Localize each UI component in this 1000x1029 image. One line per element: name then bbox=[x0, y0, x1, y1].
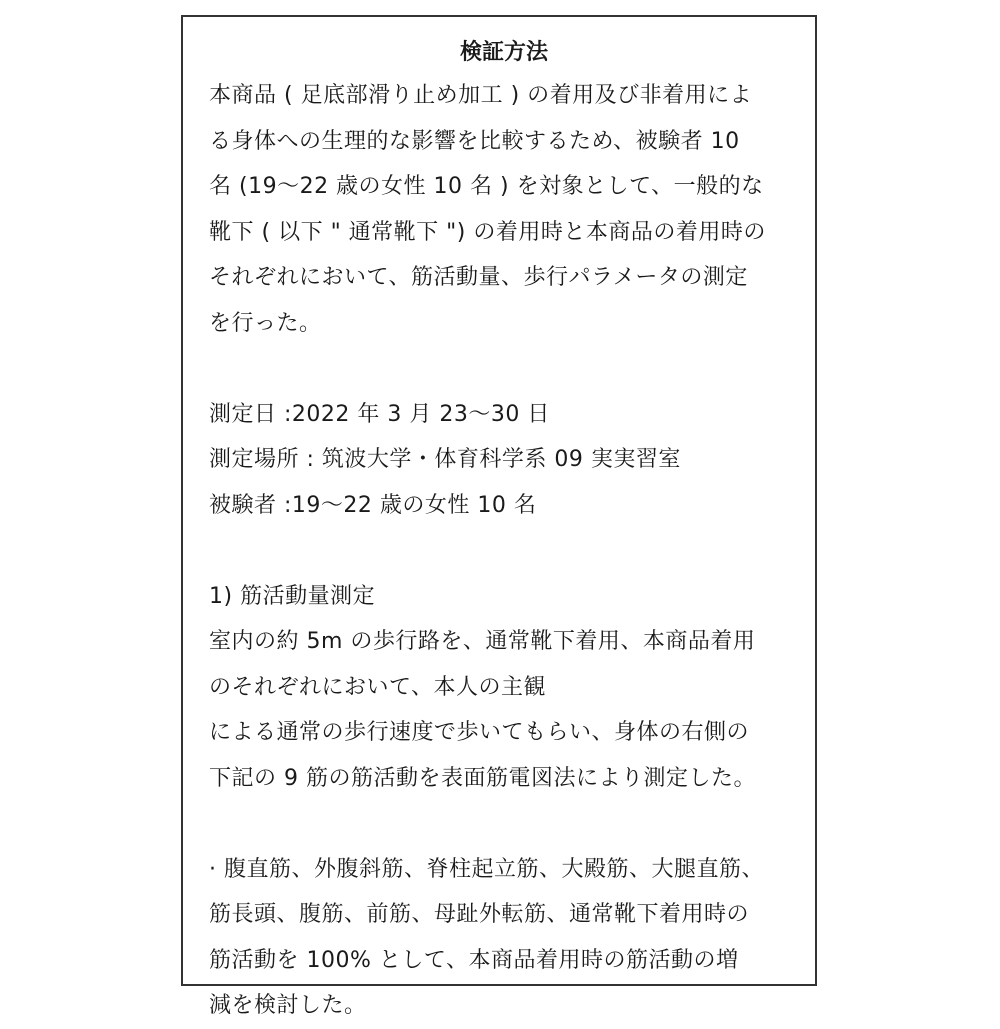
text-line: 筋長頭、腹筋、前筋、母趾外転筋、通常靴下着用時の bbox=[209, 902, 750, 927]
section-muscle-activity bbox=[209, 574, 809, 802]
text-line: 靴下 ( 以下 " 通常靴下 ") の着用時と本商品の着用時の bbox=[209, 219, 766, 245]
text-line: のそれぞれにおいて、本人の主観 bbox=[209, 674, 547, 700]
document-frame bbox=[181, 15, 817, 1018]
measurement-date: 測定日 :2022 年 3 月 23〜30 日 bbox=[209, 401, 550, 427]
spacer bbox=[209, 801, 809, 847]
document-title: 検証方法 bbox=[459, 40, 548, 65]
text-line: · 腹直筋、外腹斜筋、脊柱起立筋、大殿筋、大腿直筋、 bbox=[209, 856, 764, 882]
text-line: 下記の 9 筋の筋活動を表面筋電図法により測定した。 bbox=[209, 765, 756, 791]
document-content bbox=[209, 37, 809, 1029]
text-line: 室内の約 5m の歩行路を、通常靴下着用、本商品着用 bbox=[209, 629, 756, 654]
text-line: それぞれにおいて、筋活動量、歩行パラメータの測定 bbox=[209, 265, 748, 290]
text-line: る身体への生理的な影響を比較するため、被験者 10 bbox=[209, 128, 740, 154]
text-line: 筋活動を 100% として、本商品着用時の筋活動の増 bbox=[209, 947, 739, 973]
spacer bbox=[209, 346, 809, 392]
text-line: 減を検討した。 bbox=[209, 993, 367, 1018]
spacer bbox=[209, 528, 809, 574]
section-heading: 1) 筋活動量測定 bbox=[209, 583, 376, 609]
text-line: による通常の歩行速度で歩いてもらい、身体の右側の bbox=[209, 720, 750, 745]
text-line: 名 (19〜22 歳の女性 10 名 ) を対象として、一般的な bbox=[209, 174, 764, 199]
measurement-location: 測定場所 : 筑波大学・体育科学系 09 実実習室 bbox=[209, 447, 681, 472]
measurement-details bbox=[209, 392, 809, 529]
text-line: を行った。 bbox=[209, 310, 322, 336]
text-line: 本商品 ( 足底部滑り止め加工 ) の着用及び非着用によ bbox=[209, 83, 753, 108]
muscle-list bbox=[209, 847, 809, 1029]
subjects: 被験者 :19〜22 歳の女性 10 名 bbox=[209, 492, 537, 518]
paragraph-method-overview bbox=[209, 73, 809, 346]
